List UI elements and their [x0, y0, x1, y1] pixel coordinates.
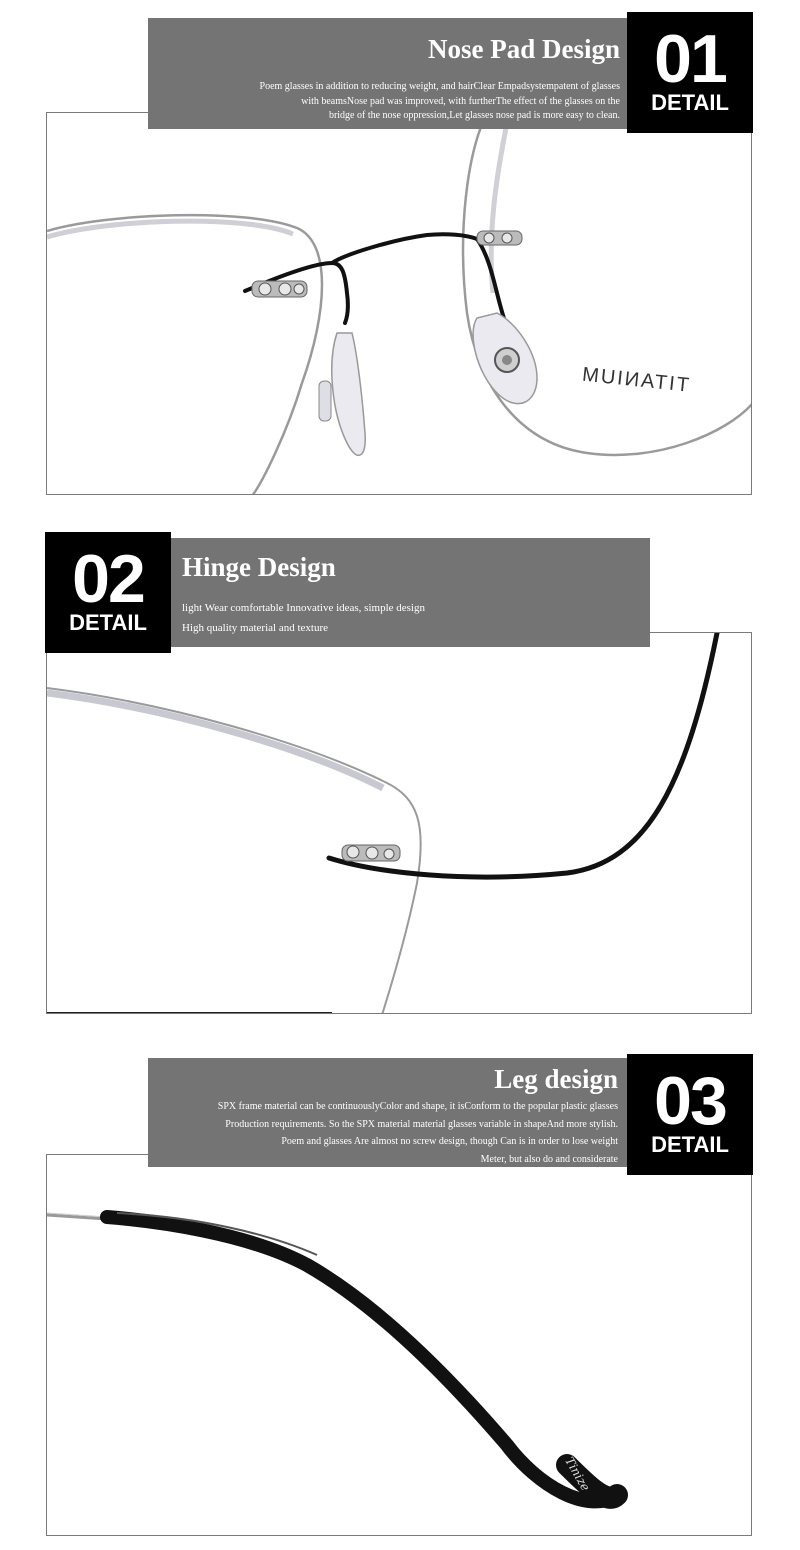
detail-number: 03: [654, 1063, 726, 1139]
temple-brand: Tinize: [562, 1454, 593, 1494]
description-line: High quality material and texture: [182, 622, 329, 634]
section-1-description: [260, 80, 620, 124]
description-line: with beamsNose pad was improved, with furtherThe effect of the glasses on the: [301, 95, 620, 107]
detail-label: DETAIL: [69, 610, 147, 635]
hinge-illustration: [47, 633, 752, 1014]
section-3-header: [148, 1058, 628, 1167]
nose-pad-illustration: [47, 113, 752, 495]
section-2-description: [182, 598, 425, 638]
detail-number: 01: [654, 21, 726, 97]
leg-photo: [46, 1154, 752, 1536]
section-1-header: [148, 18, 628, 129]
nose-pad-photo: [46, 112, 752, 495]
detail-number: 02: [72, 541, 144, 617]
detail-badge-01: [627, 12, 753, 133]
section-2-title: Hinge Design: [182, 552, 336, 582]
description-line: Meter, but also do and considerate: [480, 1153, 618, 1165]
hinge-photo: [46, 632, 752, 1014]
section-3-title: Leg design: [494, 1064, 618, 1094]
lens-engraving: TITANIUM: [579, 363, 690, 397]
leg-illustration: [47, 1155, 752, 1536]
detail-label: DETAIL: [651, 90, 729, 115]
description-line: Poem glasses in addition to reducing weight, and hairClear Empadsystempatent of glasses: [259, 81, 620, 92]
description-line: Production requirements. So the SPX material material glasses variable in shapeAnd more stylish.: [225, 1118, 618, 1130]
section-1-title: Nose Pad Design: [427, 34, 620, 64]
detail-label: DETAIL: [651, 1132, 729, 1157]
description-line: SPX frame material can be continuouslyColor and shape, it isConform to the popular plastic glasses: [217, 1101, 618, 1112]
description-line: bridge of the nose oppression,Let glasses nose pad is more easy to clean.: [328, 110, 620, 121]
description-line: Poem and glasses Are almost no screw design, though Can is in order to lose weight: [281, 1136, 618, 1147]
description-line: light Wear comfortable Innovative ideas, simple design: [182, 602, 425, 614]
detail-badge-02: [45, 532, 171, 653]
detail-badge-03: [627, 1054, 753, 1175]
section-2-header: [170, 538, 650, 647]
section-3-description: [218, 1098, 618, 1168]
